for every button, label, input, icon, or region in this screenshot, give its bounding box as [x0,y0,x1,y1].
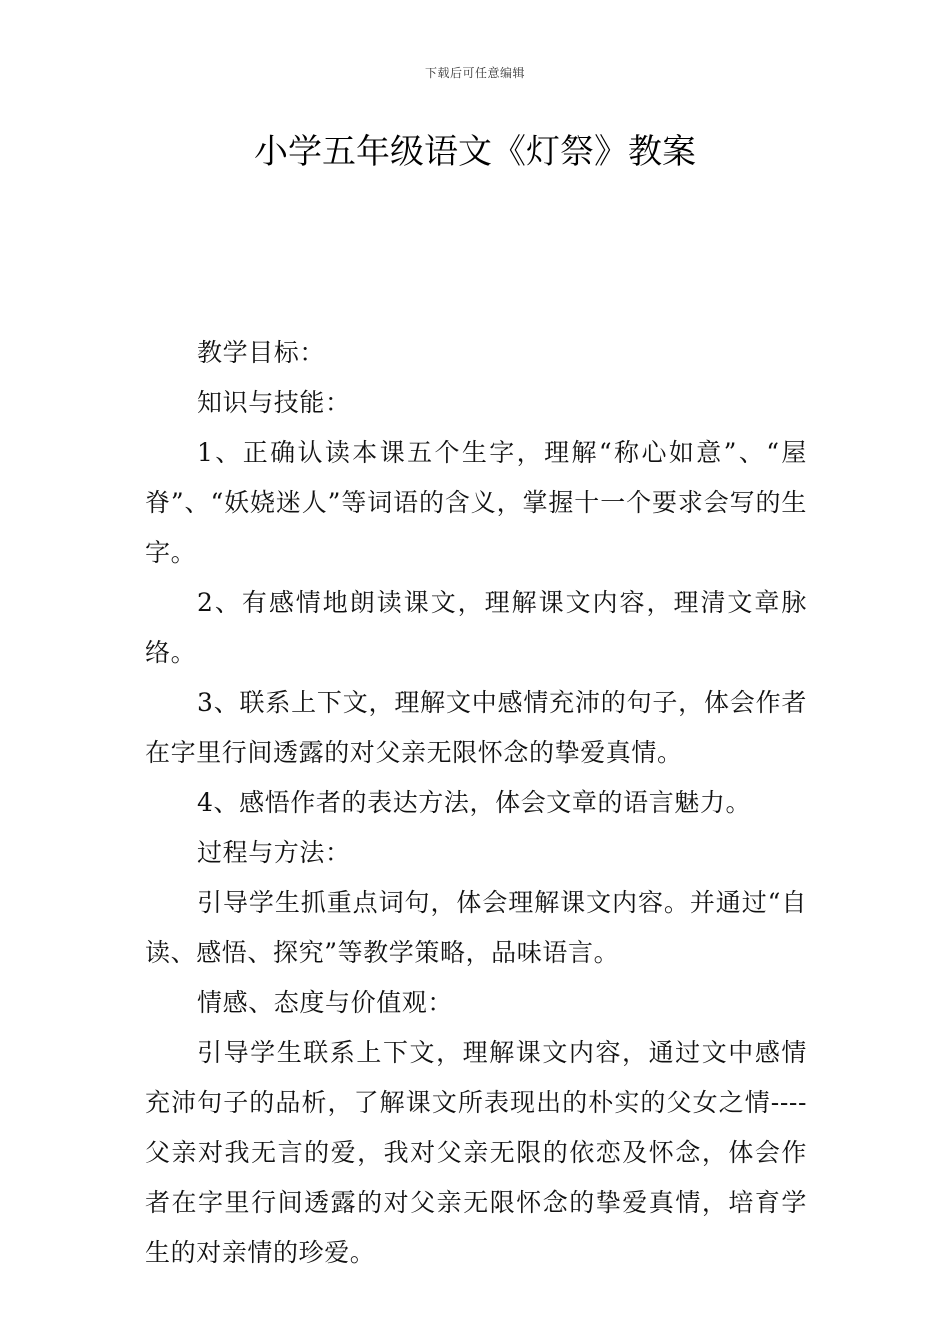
document-title: 小学五年级语文《灯祭》教案 [254,132,696,172]
header-note: 下载后可任意编辑 [424,66,525,80]
paragraph-process-detail: 引导学生抓重点词句，体会理解课文内容。并通过“自读、感悟、探究”等教学策略，品味语言。 [145,888,807,967]
paragraph-goal-2: 2、有感情地朗读课文，理解课文内容，理清文章脉络。 [145,588,807,667]
paragraph-goal-3: 3、联系上下文，理解文中感情充沛的句子，体会作者在字里行间透露的对父亲无限怀念的挚爱真情。 [145,688,807,767]
paragraph-goal-4: 4、感悟作者的表达方法，体会文章的语言魅力。 [197,788,752,817]
paragraph-process-methods: 过程与方法： [197,838,351,867]
paragraph-emotion-values: 情感、态度与价值观： [197,988,454,1017]
paragraph-goal-1: 1、正确认读本课五个生字，理解“称心如意”、“屋脊”、“妖娆迷人”等词语的含义，掌握十一个要求会写的生字。 [145,438,807,567]
paragraph-emotion-detail: 引导学生联系上下文，理解课文内容，通过文中感情充沛句子的品析，了解课文所表现出的朴实的父女之情----父亲对我无言的爱，我对父亲无限的依恋及怀念，体会作者在字里行间透露的对父亲无限怀念的挚爱真情，培育学生的对亲情的珍爱。 [145,1038,807,1267]
paragraph-knowledge-skills: 知识与技能： [197,388,351,417]
document-body [145,328,807,1278]
paragraph-teaching-goals: 教学目标： [197,338,326,367]
